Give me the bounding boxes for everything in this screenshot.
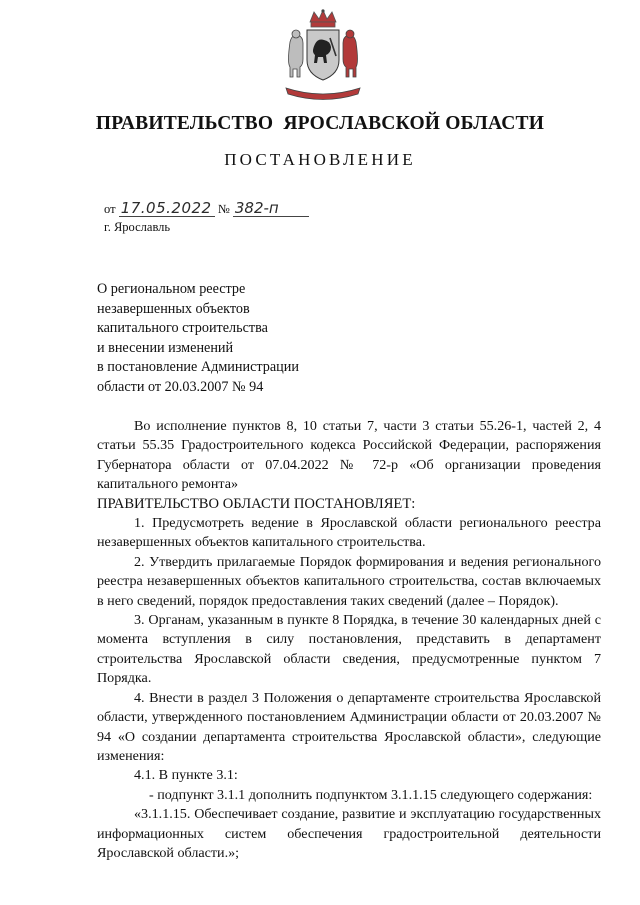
subject-block [97,280,299,398]
subject-line: незавершенных объектов [97,300,250,317]
subject-line: и внесении изменений [97,339,234,356]
city: г. Ярославль [104,220,171,234]
date-number-line [104,200,309,217]
clause-4-1: 4.1. В пункте 3.1: [134,767,238,784]
clause-4: 4. Внести в раздел 3 Положения о департаменте строительства Ярославской области, утвержденного постановлением Администрации области от 20.03.2007 № 94 «О создании департамента строительства Ярославской области», следующие изменения: [97,689,601,764]
date-prefix: от [104,202,116,216]
clause-4-1-dash: - подпункт 3.1.1 дополнить подпунктом 3.1.1.15 следующего содержания: [149,786,593,803]
document-type: ПОСТАНОВЛЕНИЕ [224,150,416,169]
subject-line: в постановление Администрации [97,359,299,376]
subject-line: капитального строительства [97,320,268,337]
handwritten-date: 17.05.2022 [119,200,215,217]
decree-heading: ПРАВИТЕЛЬСТВО ОБЛАСТИ ПОСТАНОВЛЯЕТ: [97,495,416,512]
clause-4-1-quote: «3.1.1.15. Обеспечивает создание, развитие и эксплуатацию государственных информационных систем обеспечения градостроительной деятельности Ярославской области.»; [97,806,601,861]
clause-3: 3. Органам, указанным в пункте 8 Порядка, в течение 30 календарных дней с момента вступления в силу постановления, представить в департамент строительства Ярославской области сведения, предусмотренные пунктом 7 Порядка. [97,612,601,687]
subject-line: О региональном реестре [97,281,246,297]
clause-1: 1. Предусмотреть ведение в Ярославской области регионального реестра незавершенных объектов капитального строительства. [97,515,601,551]
handwritten-number: 382-п [233,200,309,217]
clause-2: 2. Утвердить прилагаемые Порядок формирования и ведения регионального реестра незавершенных объектов капитального строительства, состав включаемых в него сведений, порядок предоставления таких сведений (далее – Порядок). [97,553,601,609]
coat-of-arms-icon [280,8,366,106]
number-prefix: № [217,202,230,216]
document-body [97,417,601,863]
subject-line: области от 20.03.2007 № 94 [97,378,264,395]
intro-paragraph: Во исполнение пунктов 8, 10 статьи 7, части 3 статьи 55.26-1, частей 2, 4 статьи 55.35 Градостроительного кодекса Российской Федерации, распоряжения Губернатора области от 07.04.2022 № 72-р «Об организации проведения капитального ремонта» [97,418,601,493]
government-title: ПРАВИТЕЛЬСТВО ЯРОСЛАВСКОЙ ОБЛАСТИ [95,113,545,134]
